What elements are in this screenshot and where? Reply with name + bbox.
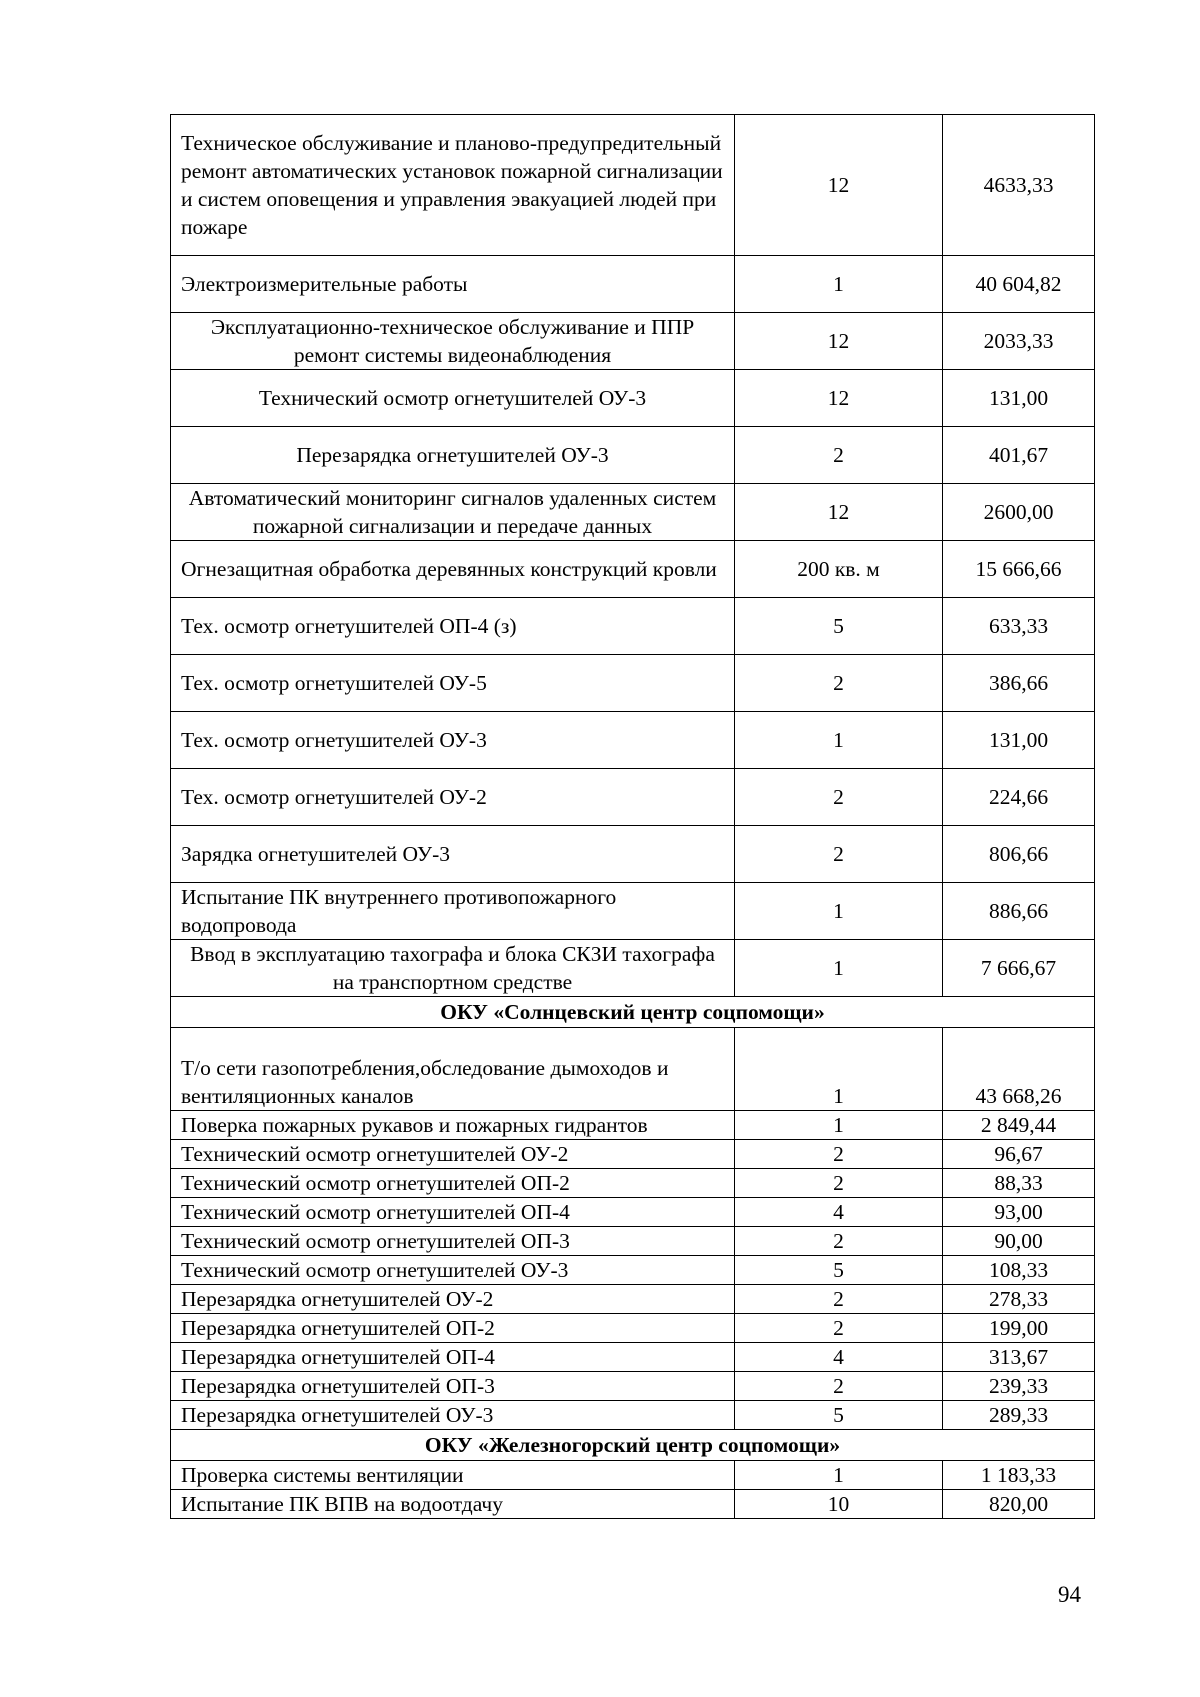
- amount: 401,67: [943, 427, 1095, 484]
- service-name: Технический осмотр огнетушителей ОП-4: [171, 1198, 735, 1227]
- table-row: [171, 883, 1095, 940]
- service-name: Эксплуатационно-техническое обслуживание и ППР ремонт системы видеонаблюдения: [171, 313, 735, 370]
- service-name: Ввод в эксплуатацию тахографа и блока СКЗИ тахографа на транспортном средстве: [171, 940, 735, 997]
- amount: 43 668,26: [943, 1028, 1095, 1111]
- quantity: 5: [735, 1401, 943, 1430]
- service-name: Перезарядка огнетушителей ОП-2: [171, 1314, 735, 1343]
- table-row: [171, 370, 1095, 427]
- table-row: [171, 1227, 1095, 1256]
- table-row: [171, 1343, 1095, 1372]
- amount: 2 849,44: [943, 1111, 1095, 1140]
- quantity: 12: [735, 115, 943, 256]
- amount: 96,67: [943, 1140, 1095, 1169]
- service-name: Перезарядка огнетушителей ОУ-2: [171, 1285, 735, 1314]
- table-row: [171, 1140, 1095, 1169]
- table-row: [171, 598, 1095, 655]
- quantity: 1: [735, 1028, 943, 1111]
- amount: 2033,33: [943, 313, 1095, 370]
- table-row: [171, 1314, 1095, 1343]
- amount: 886,66: [943, 883, 1095, 940]
- section-header-row: [171, 997, 1095, 1028]
- amount: 289,33: [943, 1401, 1095, 1430]
- section-title: ОКУ «Железногорский центр соцпомощи»: [171, 1430, 1095, 1461]
- table-row: [171, 1111, 1095, 1140]
- table-row: [171, 1198, 1095, 1227]
- service-name: Тех. осмотр огнетушителей ОП-4 (з): [171, 598, 735, 655]
- amount: 2600,00: [943, 484, 1095, 541]
- services-table: [170, 114, 1095, 1519]
- service-name: Электроизмерительные работы: [171, 256, 735, 313]
- table-row: [171, 1490, 1095, 1519]
- table-row: [171, 769, 1095, 826]
- amount: 239,33: [943, 1372, 1095, 1401]
- quantity: 5: [735, 1256, 943, 1285]
- amount: 224,66: [943, 769, 1095, 826]
- amount: 88,33: [943, 1169, 1095, 1198]
- quantity: 4: [735, 1198, 943, 1227]
- amount: 90,00: [943, 1227, 1095, 1256]
- service-name: Перезарядка огнетушителей ОП-4: [171, 1343, 735, 1372]
- table-row: [171, 655, 1095, 712]
- table-row: [171, 712, 1095, 769]
- service-name: Технический осмотр огнетушителей ОУ-3: [171, 370, 735, 427]
- quantity: 2: [735, 1227, 943, 1256]
- quantity: 1: [735, 256, 943, 313]
- table-row: [171, 1285, 1095, 1314]
- table-row: [171, 1401, 1095, 1430]
- table-row: [171, 541, 1095, 598]
- service-name: Автоматический мониторинг сигналов удаленных систем пожарной сигнализации и передаче данных: [171, 484, 735, 541]
- service-name: Испытание ПК ВПВ на водоотдачу: [171, 1490, 735, 1519]
- table-row: [171, 1169, 1095, 1198]
- service-name: Т/о сети газопотребления,обследование дымоходов и вентиляционных каналов: [171, 1028, 735, 1111]
- service-name: Технический осмотр огнетушителей ОУ-2: [171, 1140, 735, 1169]
- service-name: Технический осмотр огнетушителей ОП-2: [171, 1169, 735, 1198]
- amount: 40 604,82: [943, 256, 1095, 313]
- amount: 1 183,33: [943, 1461, 1095, 1490]
- table-row: [171, 256, 1095, 313]
- amount: 820,00: [943, 1490, 1095, 1519]
- amount: 806,66: [943, 826, 1095, 883]
- table-row: [171, 313, 1095, 370]
- section-title: ОКУ «Солнцевский центр соцпомощи»: [171, 997, 1095, 1028]
- amount: 386,66: [943, 655, 1095, 712]
- amount: 131,00: [943, 370, 1095, 427]
- table-row: [171, 1461, 1095, 1490]
- service-name: Перезарядка огнетушителей ОУ-3: [171, 427, 735, 484]
- table-row: [171, 1256, 1095, 1285]
- quantity: 2: [735, 1140, 943, 1169]
- service-name: Испытание ПК внутреннего противопожарного водопровода: [171, 883, 735, 940]
- section-header-row: [171, 1430, 1095, 1461]
- amount: 7 666,67: [943, 940, 1095, 997]
- quantity: 2: [735, 1169, 943, 1198]
- service-name: Проверка системы вентиляции: [171, 1461, 735, 1490]
- service-name: Зарядка огнетушителей ОУ-3: [171, 826, 735, 883]
- quantity: 2: [735, 1372, 943, 1401]
- service-name: Перезарядка огнетушителей ОУ-3: [171, 1401, 735, 1430]
- amount: 15 666,66: [943, 541, 1095, 598]
- quantity: 5: [735, 598, 943, 655]
- quantity: 2: [735, 1285, 943, 1314]
- amount: 199,00: [943, 1314, 1095, 1343]
- quantity: 4: [735, 1343, 943, 1372]
- quantity: 1: [735, 1111, 943, 1140]
- quantity: 10: [735, 1490, 943, 1519]
- quantity: 200 кв. м: [735, 541, 943, 598]
- amount: 108,33: [943, 1256, 1095, 1285]
- quantity: 2: [735, 1314, 943, 1343]
- quantity: 12: [735, 370, 943, 427]
- quantity: 12: [735, 313, 943, 370]
- quantity: 1: [735, 883, 943, 940]
- quantity: 1: [735, 712, 943, 769]
- table-row: [171, 427, 1095, 484]
- table-row: [171, 940, 1095, 997]
- service-name: Поверка пожарных рукавов и пожарных гидрантов: [171, 1111, 735, 1140]
- amount: 131,00: [943, 712, 1095, 769]
- amount: 278,33: [943, 1285, 1095, 1314]
- quantity: 2: [735, 769, 943, 826]
- amount: 633,33: [943, 598, 1095, 655]
- table-row: [171, 115, 1095, 256]
- service-name: Перезарядка огнетушителей ОП-3: [171, 1372, 735, 1401]
- quantity: 1: [735, 940, 943, 997]
- amount: 93,00: [943, 1198, 1095, 1227]
- service-name: Техническое обслуживание и планово-предупредительный ремонт автоматических установок пожарной сигнализации и систем оповещения и управления эвакуацией людей при пожаре: [171, 115, 735, 256]
- quantity: 2: [735, 427, 943, 484]
- service-name: Тех. осмотр огнетушителей ОУ-2: [171, 769, 735, 826]
- table-row: [171, 826, 1095, 883]
- service-name: Технический осмотр огнетушителей ОУ-3: [171, 1256, 735, 1285]
- service-name: Тех. осмотр огнетушителей ОУ-5: [171, 655, 735, 712]
- amount: 313,67: [943, 1343, 1095, 1372]
- table-row: [171, 1372, 1095, 1401]
- page-number: 94: [1058, 1582, 1081, 1607]
- table-row: [171, 484, 1095, 541]
- quantity: 12: [735, 484, 943, 541]
- quantity: 2: [735, 655, 943, 712]
- amount: 4633,33: [943, 115, 1095, 256]
- service-name: Тех. осмотр огнетушителей ОУ-3: [171, 712, 735, 769]
- service-name: Технический осмотр огнетушителей ОП-3: [171, 1227, 735, 1256]
- service-name: Огнезащитная обработка деревянных конструкций кровли: [171, 541, 735, 598]
- quantity: 1: [735, 1461, 943, 1490]
- table-row: [171, 1028, 1095, 1111]
- quantity: 2: [735, 826, 943, 883]
